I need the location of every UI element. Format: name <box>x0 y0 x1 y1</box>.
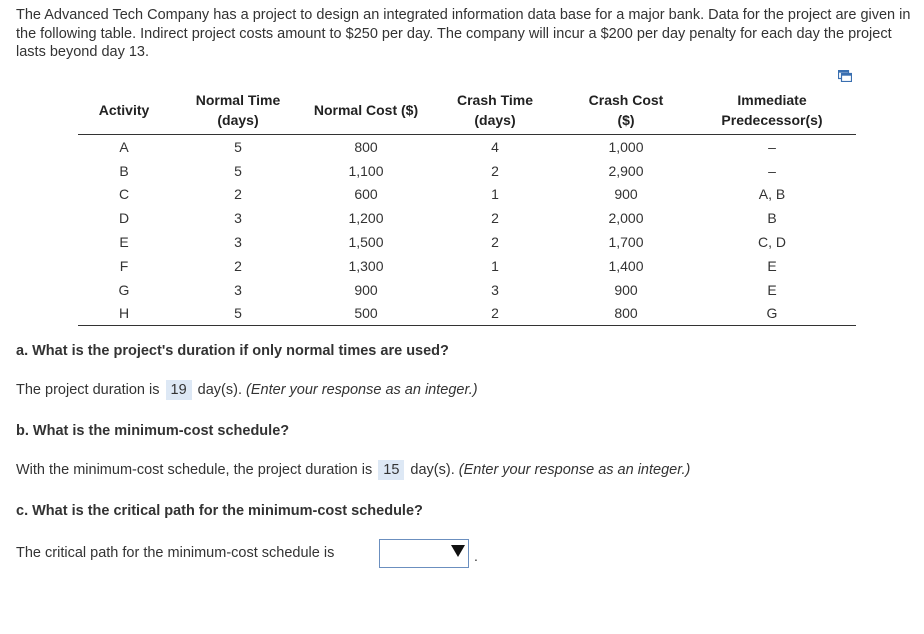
table-row <box>78 278 856 302</box>
table-cell: 1 <box>491 186 499 203</box>
table-cell: 3 <box>234 210 242 227</box>
table-cell: A, B <box>758 186 786 203</box>
table-cell: 900 <box>614 186 638 203</box>
column-header <box>170 86 306 135</box>
table-cell: 2 <box>491 162 499 179</box>
table-cell: 5 <box>234 162 242 179</box>
table-cell: 1,000 <box>608 138 644 155</box>
table-cell: A <box>119 138 129 155</box>
duration-min-cost-answer[interactable]: 15 <box>378 460 404 480</box>
table-row <box>78 254 856 278</box>
column-header-line: Crash Cost <box>588 92 664 108</box>
table-cell: 1,500 <box>348 234 384 251</box>
table-cell: 800 <box>354 138 378 155</box>
table-cell: 600 <box>354 186 378 203</box>
table-cell: B <box>119 162 129 179</box>
table-cell: G <box>688 302 856 326</box>
table-cell: 800 <box>564 302 688 326</box>
column-header-line: Immediate <box>737 92 807 108</box>
table-cell: 1,300 <box>348 257 384 274</box>
table-cell: 2 <box>491 210 499 227</box>
problem-statement: The Advanced Tech Company has a project to design an integrated information data base for a major bank. Data for the project are given in the following table. Indirect project costs amount to $250 per day. The company will incur a $200 per day penalty for each day the project lasts beyond day 13. <box>16 7 911 60</box>
table-cell: 1,400 <box>608 257 644 274</box>
table-row <box>78 135 856 159</box>
table-cell: 3 <box>234 281 242 298</box>
table-cell: D <box>118 210 130 227</box>
table-cell: – <box>768 138 776 155</box>
table-row <box>78 302 856 326</box>
column-header-line: Activity <box>98 102 150 118</box>
answer-c-period: . <box>474 548 478 564</box>
table-cell: 3 <box>491 281 499 298</box>
table-cell: 1,100 <box>348 162 384 179</box>
table-cell: G <box>118 281 130 298</box>
table-cell: 2 <box>491 234 499 251</box>
table-cell: 3 <box>234 234 242 251</box>
table-cell: H <box>78 302 170 326</box>
column-header-line: Normal Time <box>195 92 281 108</box>
table-cell: 5 <box>234 138 242 155</box>
table-row <box>78 159 856 183</box>
column-header <box>306 86 426 135</box>
column-header-line: Normal Cost ($) <box>313 102 419 118</box>
answer-b: With the minimum-cost schedule, the project duration is 15 day(s). (Enter your response as an integer.) <box>16 462 691 478</box>
column-header <box>78 86 170 135</box>
table-cell: E <box>119 234 129 251</box>
table-cell: 900 <box>354 281 378 298</box>
critical-path-select[interactable] <box>379 539 469 568</box>
answer-a: The project duration is 19 day(s). (Enter your response as an integer.) <box>16 382 478 398</box>
column-header-line: Crash Time <box>457 92 533 108</box>
duration-normal-answer[interactable]: 19 <box>166 380 192 400</box>
table-row <box>78 183 856 207</box>
table-cell: 2 <box>234 257 242 274</box>
column-header <box>688 86 856 135</box>
table-cell: 2,000 <box>608 210 644 227</box>
column-header-line: Predecessor(s) <box>721 112 823 128</box>
question-b: b. What is the minimum-cost schedule? <box>16 423 290 439</box>
column-header <box>564 86 688 135</box>
column-header-line: (days) <box>217 112 259 128</box>
table-cell: F <box>119 257 129 274</box>
table-cell: 4 <box>491 138 499 155</box>
column-header-line: ($) <box>617 112 635 128</box>
table-cell: 900 <box>614 281 638 298</box>
activity-table <box>78 86 856 326</box>
column-header <box>426 86 564 135</box>
table-cell: 1,200 <box>348 210 384 227</box>
table-cell: 2,900 <box>608 162 644 179</box>
table-cell: C <box>118 186 130 203</box>
table-cell: 2 <box>426 302 564 326</box>
table-cell: E <box>767 257 777 274</box>
table-cell: B <box>767 210 777 227</box>
question-c: c. What is the critical path for the minimum-cost schedule? <box>16 503 423 519</box>
column-header-line: (days) <box>474 112 516 128</box>
table-cell: 500 <box>306 302 426 326</box>
table-cell: C, D <box>758 234 786 251</box>
table-cell: 1,700 <box>608 234 644 251</box>
answer-c-label: The critical path for the minimum-cost schedule is <box>16 545 335 561</box>
table-cell: 1 <box>491 257 499 274</box>
question-a: a. What is the project's duration if only normal times are used? <box>16 343 449 359</box>
table-cell: 2 <box>234 186 242 203</box>
table-row <box>78 230 856 254</box>
table-cell: – <box>768 162 776 179</box>
copy-table-icon[interactable] <box>838 70 852 82</box>
dropdown-arrow-icon[interactable] <box>451 545 465 557</box>
table-cell: E <box>767 281 777 298</box>
table-row <box>78 206 856 230</box>
table-cell: 5 <box>170 302 306 326</box>
